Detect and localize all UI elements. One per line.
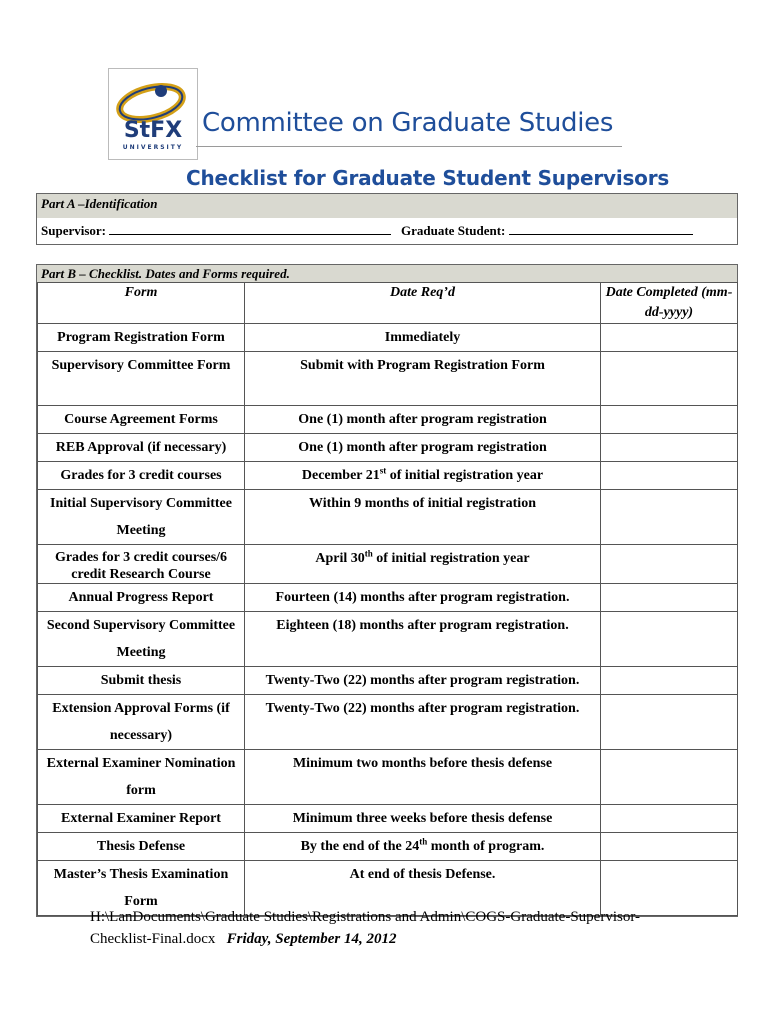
form-name-cell: REB Approval (if necessary) [38,434,245,462]
date-required-text: By the end of the 24 [300,839,420,854]
date-required-cell: Eighteen (18) months after program registration. [245,612,601,667]
table-row [38,667,738,695]
date-required-cell: At end of thesis Defense. [245,861,601,916]
date-required-cell: One (1) month after program registration [245,434,601,462]
file-path: H:\LanDocuments\Graduate Studies\Registrations and Admin\COGS-Graduate-Supervisor-Checklist-Final.docx [90,909,641,947]
date-completed-cell[interactable] [601,545,738,584]
supervisor-field[interactable] [109,222,391,235]
date-completed-cell[interactable] [601,406,738,434]
part-a-heading: Part A –Identification [41,196,158,211]
table-row [38,490,738,545]
date-completed-cell[interactable] [601,352,738,406]
table-row [38,462,738,490]
date-required-text-rest: of initial registration year [386,468,544,483]
date-required-cell: Twenty-Two (22) months after program registration. [245,695,601,750]
form-name-cell: Initial Supervisory Committee Meeting [38,490,245,545]
page-subtitle: Checklist for Graduate Student Supervisors [186,166,670,190]
date-completed-cell[interactable] [601,434,738,462]
date-required-cell [245,462,601,490]
ordinal-suffix: th [364,548,373,559]
date-completed-cell[interactable] [601,667,738,695]
ordinal-suffix: st [379,465,387,476]
document-date: Friday, September 14, 2012 [226,931,397,947]
form-name-cell: Program Registration Form [38,324,245,352]
table-row [38,324,738,352]
date-required-cell: Minimum two months before thesis defense [245,750,601,805]
date-completed-cell[interactable] [601,833,738,861]
form-name-cell: Annual Progress Report [38,584,245,612]
date-completed-cell[interactable] [601,462,738,490]
table-row [38,805,738,833]
ordinal-suffix: th [419,836,428,847]
form-name-cell: Course Agreement Forms [38,406,245,434]
form-name-cell: Extension Approval Forms (if necessary) [38,695,245,750]
form-name-cell: Second Supervisory Committee Meeting [38,612,245,667]
table-row [38,584,738,612]
logo-wordmark: StFX [123,118,183,143]
part-b-heading: Part B – Checklist. Dates and Forms required. [37,265,737,282]
form-name-cell: Thesis Defense [38,833,245,861]
stfx-logo [108,68,198,160]
date-completed-cell[interactable] [601,750,738,805]
document-footer [90,906,690,950]
form-name-cell: Master’s Thesis Examination Form [38,861,245,916]
date-required-cell: Submit with Program Registration Form [245,352,601,406]
part-b-section [36,264,738,917]
table-row [38,545,738,584]
form-name-cell: Submit thesis [38,667,245,695]
table-row [38,695,738,750]
date-required-cell: Fourteen (14) months after program registration. [245,584,601,612]
column-header-date-required: Date Req’d [245,283,601,324]
table-row [38,434,738,462]
part-a-section [36,193,738,245]
date-completed-cell[interactable] [601,695,738,750]
date-required-text-rest: of initial registration year [372,551,530,566]
column-header-form: Form [38,283,245,324]
date-completed-cell[interactable] [601,612,738,667]
form-name-cell: External Examiner Report [38,805,245,833]
date-required-cell: Twenty-Two (22) months after program registration. [245,667,601,695]
date-required-cell: Within 9 months of initial registration [245,490,601,545]
column-header-date-completed: Date Completed (mm-dd-yyyy) [601,283,738,324]
date-required-cell [245,545,601,584]
form-name-cell: External Examiner Nomination form [38,750,245,805]
date-completed-cell[interactable] [601,490,738,545]
table-row [38,833,738,861]
date-required-text: April 30 [315,551,365,566]
date-required-cell: Minimum three weeks before thesis defense [245,805,601,833]
table-row [38,750,738,805]
form-name-cell: Grades for 3 credit courses [38,462,245,490]
table-row [38,612,738,667]
title-divider [196,146,622,147]
table-row [38,352,738,406]
date-required-cell [245,833,601,861]
logo-subtext: UNIVERSITY [122,144,184,151]
graduate-student-label: Graduate Student: [401,223,506,238]
form-name-cell: Supervisory Committee Form [38,352,245,406]
date-completed-cell[interactable] [601,584,738,612]
date-required-text: December 21 [301,468,380,483]
checklist-table [37,282,738,916]
page-title: Committee on Graduate Studies [202,108,614,138]
date-required-cell: One (1) month after program registration [245,406,601,434]
date-completed-cell[interactable] [601,324,738,352]
table-header-row [38,283,738,324]
table-row [38,406,738,434]
graduate-student-field[interactable] [509,222,693,235]
date-required-cell: Immediately [245,324,601,352]
date-completed-cell[interactable] [601,805,738,833]
form-name-cell: Grades for 3 credit courses/6 credit Research Course [38,545,245,584]
supervisor-label: Supervisor: [41,223,106,238]
date-required-text-rest: month of program. [427,839,545,854]
